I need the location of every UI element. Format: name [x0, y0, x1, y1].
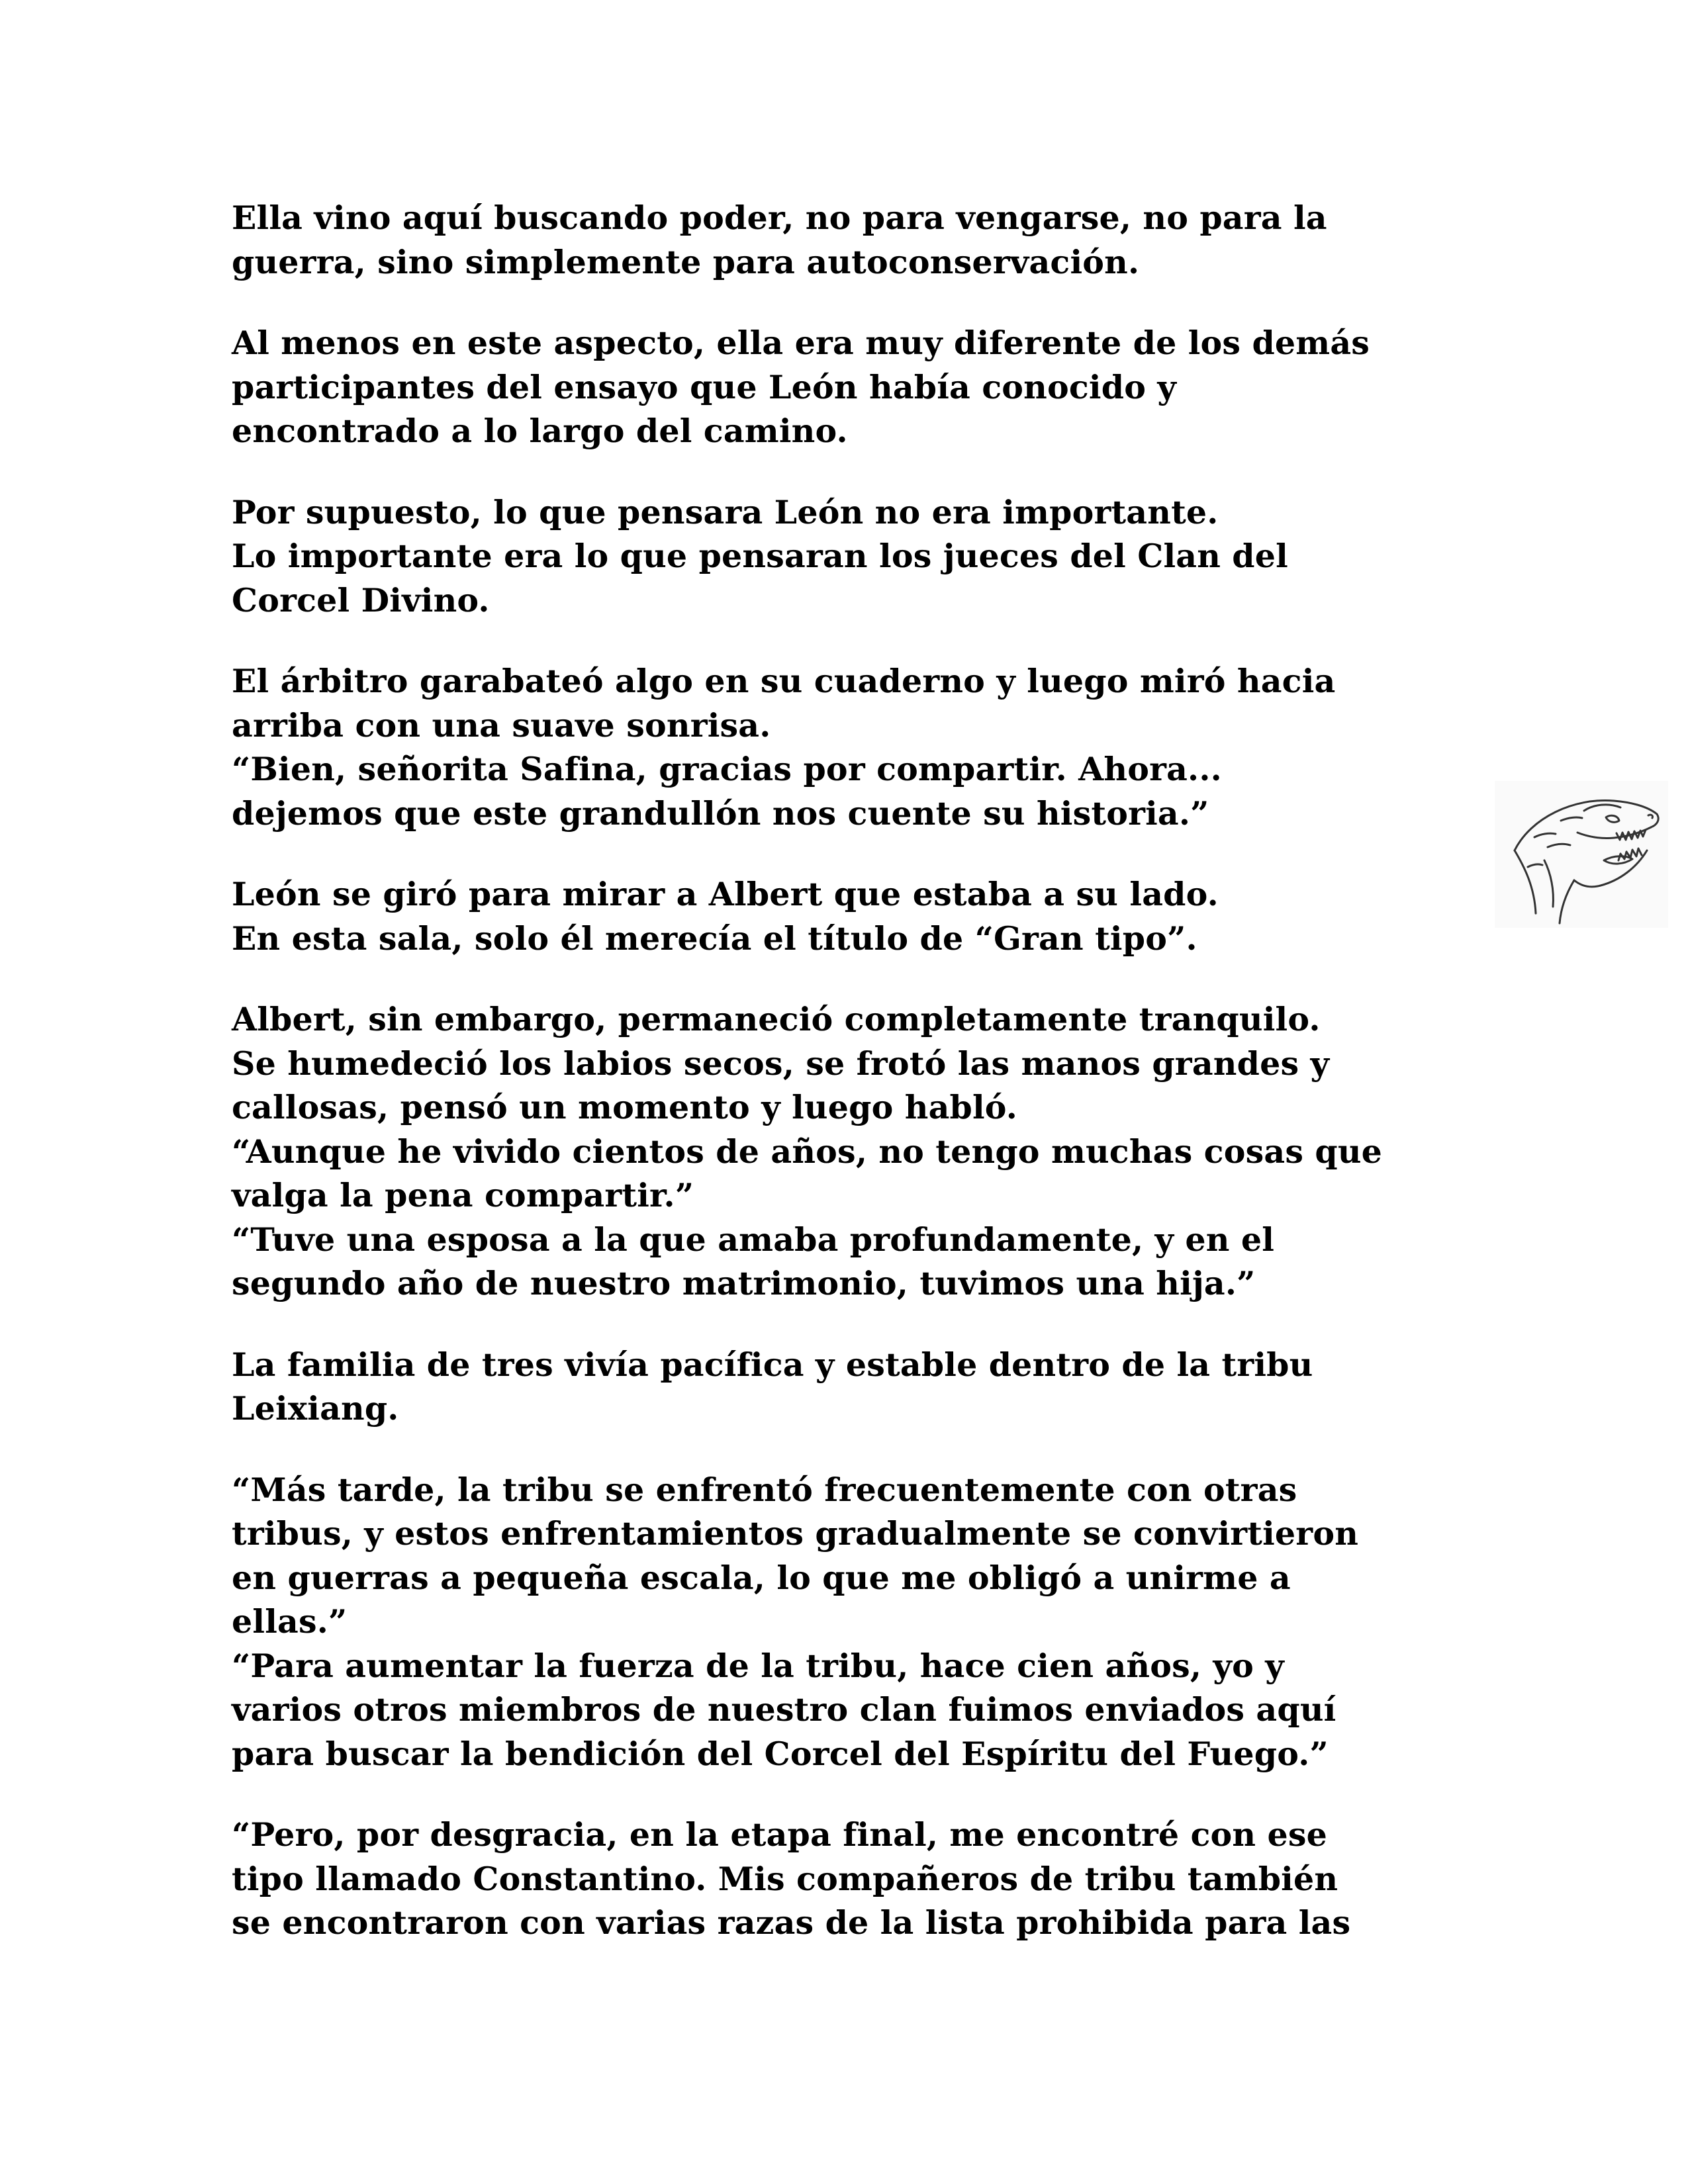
text-line: “Tuve una esposa a la que amaba profundamente, y en el — [232, 1220, 1275, 1259]
paragraph — [232, 321, 1476, 453]
text-line: Por supuesto, lo que pensara León no era importante. — [232, 492, 1219, 531]
page-body-text — [232, 196, 1476, 1982]
text-line: “Aunque he vivido cientos de años, no tengo muchas cosas que — [232, 1132, 1383, 1171]
text-line: dejemos que este grandullón nos cuente su historia.” — [232, 794, 1209, 833]
text-line: participantes del ensayo que León había conocido y — [232, 367, 1177, 406]
text-line: Al menos en este aspecto, ella era muy diferente de los demás — [232, 324, 1370, 362]
text-line: valga la pena compartir.” — [232, 1176, 694, 1214]
dinosaur-head-sketch-icon — [1495, 781, 1668, 928]
text-line: “Para aumentar la fuerza de la tribu, hace cien años, yo y — [232, 1646, 1284, 1685]
paragraph — [232, 872, 1476, 960]
text-line: El árbitro garabateó algo en su cuaderno y luego miró hacia — [232, 662, 1336, 700]
text-line: Leixiang. — [232, 1389, 399, 1428]
text-line: se encontraron con varias razas de la lista prohibida para las — [232, 1903, 1351, 1942]
paragraph — [232, 1813, 1476, 1945]
text-line: callosas, pensó un momento y luego habló. — [232, 1088, 1018, 1126]
text-line: encontrado a lo largo del camino. — [232, 412, 848, 450]
paragraph — [232, 1343, 1476, 1431]
text-line: arriba con una suave sonrisa. — [232, 705, 771, 745]
text-line: “Pero, por desgracia, en la etapa final, me encontré con ese — [232, 1815, 1328, 1854]
text-line: para buscar la bendición del Corcel del Espíritu del Fuego.” — [232, 1734, 1329, 1773]
text-line: “Bien, señorita Safina, gracias por compartir. Ahora... — [232, 750, 1222, 788]
text-line: segundo año de nuestro matrimonio, tuvimos una hija.” — [232, 1264, 1256, 1302]
text-line: Se humedeció los labios secos, se frotó las manos grandes y — [232, 1044, 1330, 1083]
text-line: “Más tarde, la tribu se enfrentó frecuentemente con otras — [232, 1470, 1297, 1509]
text-line: tribus, y estos enfrentamientos gradualmente se convirtieron — [232, 1514, 1359, 1553]
text-line: León se giró para mirar a Albert que estaba a su lado. — [232, 875, 1219, 913]
text-line: La familia de tres vivía pacífica y estable dentro de la tribu — [232, 1345, 1313, 1384]
text-line: Albert, sin embargo, permaneció completamente tranquilo. — [232, 1000, 1321, 1038]
text-line: ellas.” — [232, 1602, 348, 1641]
text-line: Ella vino aquí buscando poder, no para vengarse, no para la — [232, 199, 1327, 237]
paragraph — [232, 196, 1476, 284]
text-line: Corcel Divino. — [232, 580, 490, 619]
text-line: guerra, sino simplemente para autoconservación. — [232, 242, 1140, 281]
text-line: varios otros miembros de nuestro clan fuimos enviados aquí — [232, 1690, 1336, 1729]
paragraph — [232, 1468, 1476, 1776]
text-line: en guerras a pequeña escala, lo que me obligó a unirme a — [232, 1558, 1291, 1597]
paragraph — [232, 659, 1476, 835]
paragraph — [232, 997, 1476, 1306]
text-line: En esta sala, solo él merecía el título de “Gran tipo”. — [232, 919, 1197, 958]
text-line: tipo llamado Constantino. Mis compañeros de tribu también — [232, 1859, 1338, 1898]
paragraph — [232, 490, 1476, 623]
text-line: Lo importante era lo que pensaran los jueces del Clan del — [232, 537, 1288, 575]
